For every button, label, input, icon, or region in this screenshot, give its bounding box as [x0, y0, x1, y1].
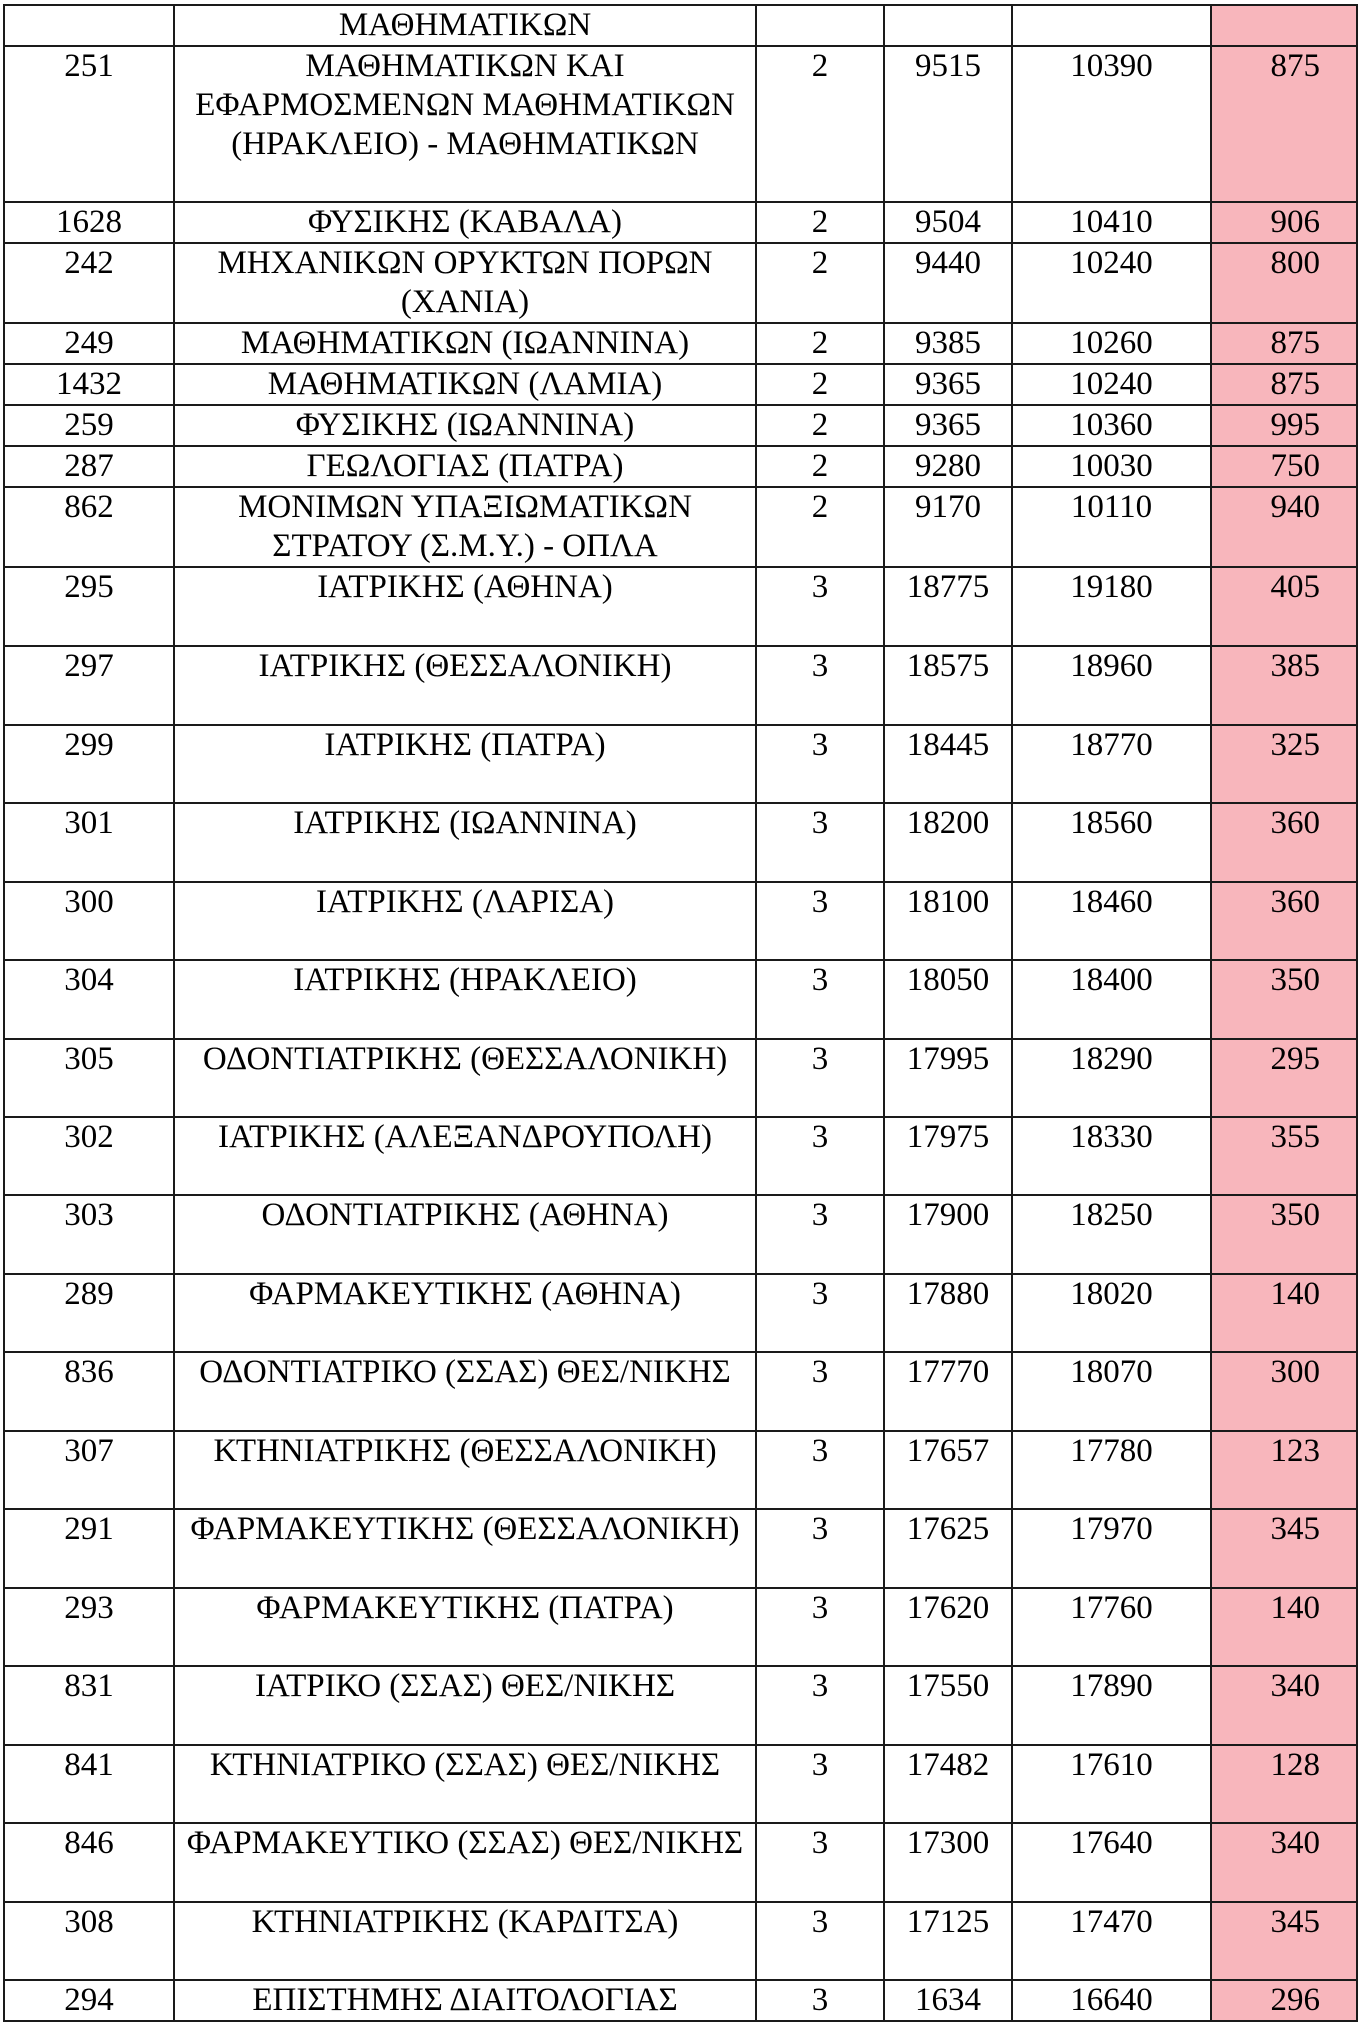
new-score-cell: 18330	[1012, 1117, 1211, 1195]
table-row	[4, 1588, 1357, 1666]
field-group-cell: 3	[756, 1588, 884, 1666]
table-row	[4, 202, 1357, 243]
table-row	[4, 1352, 1357, 1431]
previous-score-cell: 18200	[884, 803, 1012, 882]
department-name-cell: ΜΟΝΙΜΩΝ ΥΠΑΞΙΩΜΑΤΙΚΩΝ ΣΤΡΑΤΟΥ (Σ.Μ.Υ.) - ΟΠΛΑ	[174, 487, 756, 567]
new-score-cell: 19180	[1012, 567, 1211, 646]
table-row	[4, 1980, 1357, 2021]
code-cell: 305	[4, 1039, 174, 1117]
code-cell: 242	[4, 243, 174, 323]
difference-cell: 995	[1211, 405, 1357, 446]
table-row	[4, 487, 1357, 567]
new-score-cell: 17640	[1012, 1823, 1211, 1902]
previous-score-cell: 9365	[884, 364, 1012, 405]
previous-score-cell: 9385	[884, 323, 1012, 364]
previous-score-cell: 17975	[884, 1117, 1012, 1195]
table-row	[4, 5, 1357, 46]
new-score-cell: 17890	[1012, 1666, 1211, 1745]
department-name-cell: ΦΑΡΜΑΚΕΥΤΙΚΗΣ (ΘΕΣΣΑΛΟΝΙΚΗ)	[174, 1509, 756, 1588]
previous-score-cell: 9280	[884, 446, 1012, 487]
previous-score-cell: 1634	[884, 1980, 1012, 2021]
code-cell: 302	[4, 1117, 174, 1195]
previous-score-cell: 17125	[884, 1902, 1012, 1980]
previous-score-cell: 17900	[884, 1195, 1012, 1274]
field-group-cell: 2	[756, 446, 884, 487]
new-score-cell	[1012, 5, 1211, 46]
department-name-cell: ΟΔΟΝΤΙΑΤΡΙΚΗΣ (ΘΕΣΣΑΛΟΝΙΚΗ)	[174, 1039, 756, 1117]
new-score-cell: 17470	[1012, 1902, 1211, 1980]
new-score-cell: 10260	[1012, 323, 1211, 364]
table-row	[4, 803, 1357, 882]
new-score-cell: 18770	[1012, 725, 1211, 803]
code-cell	[4, 5, 174, 46]
field-group-cell: 3	[756, 1509, 884, 1588]
difference-cell: 350	[1211, 960, 1357, 1039]
code-cell: 304	[4, 960, 174, 1039]
department-name-cell: ΙΑΤΡΙΚΗΣ (ΠΑΤΡΑ)	[174, 725, 756, 803]
field-group-cell	[756, 5, 884, 46]
difference-cell: 875	[1211, 323, 1357, 364]
code-cell: 1432	[4, 364, 174, 405]
previous-score-cell: 9504	[884, 202, 1012, 243]
code-cell: 249	[4, 323, 174, 364]
table-row	[4, 323, 1357, 364]
department-name-cell: ΙΑΤΡΙΚΗΣ (ΛΑΡΙΣΑ)	[174, 882, 756, 960]
previous-score-cell: 17880	[884, 1274, 1012, 1352]
field-group-cell: 3	[756, 1666, 884, 1745]
difference-cell: 300	[1211, 1352, 1357, 1431]
department-name-cell: ΙΑΤΡΙΚΗΣ (ΑΘΗΝΑ)	[174, 567, 756, 646]
table-row	[4, 646, 1357, 725]
new-score-cell: 18290	[1012, 1039, 1211, 1117]
code-cell: 293	[4, 1588, 174, 1666]
new-score-cell: 17780	[1012, 1431, 1211, 1509]
table-row	[4, 405, 1357, 446]
new-score-cell: 17610	[1012, 1745, 1211, 1823]
new-score-cell: 10110	[1012, 487, 1211, 567]
code-cell: 836	[4, 1352, 174, 1431]
code-cell: 307	[4, 1431, 174, 1509]
department-name-cell: ΚΤΗΝΙΑΤΡΙΚΗΣ (ΘΕΣΣΑΛΟΝΙΚΗ)	[174, 1431, 756, 1509]
difference-cell	[1211, 5, 1357, 46]
department-name-cell: ΦΥΣΙΚΗΣ (ΚΑΒΑΛΑ)	[174, 202, 756, 243]
field-group-cell: 3	[756, 1823, 884, 1902]
department-name-cell: ΙΑΤΡΙΚΗΣ (ΙΩΑΝΝΙΝΑ)	[174, 803, 756, 882]
previous-score-cell: 9515	[884, 46, 1012, 202]
field-group-cell: 2	[756, 487, 884, 567]
field-group-cell: 3	[756, 1352, 884, 1431]
difference-cell: 350	[1211, 1195, 1357, 1274]
new-score-cell: 10410	[1012, 202, 1211, 243]
previous-score-cell: 9440	[884, 243, 1012, 323]
difference-cell: 340	[1211, 1823, 1357, 1902]
previous-score-cell: 17657	[884, 1431, 1012, 1509]
code-cell: 846	[4, 1823, 174, 1902]
field-group-cell: 3	[756, 1980, 884, 2021]
field-group-cell: 2	[756, 323, 884, 364]
previous-score-cell: 17300	[884, 1823, 1012, 1902]
previous-score-cell: 18775	[884, 567, 1012, 646]
code-cell: 297	[4, 646, 174, 725]
field-group-cell: 3	[756, 1274, 884, 1352]
new-score-cell: 18070	[1012, 1352, 1211, 1431]
new-score-cell: 10240	[1012, 364, 1211, 405]
previous-score-cell: 17625	[884, 1509, 1012, 1588]
difference-cell: 906	[1211, 202, 1357, 243]
department-name-cell: ΜΑΘΗΜΑΤΙΚΩΝ (ΛΑΜΙΑ)	[174, 364, 756, 405]
new-score-cell: 17760	[1012, 1588, 1211, 1666]
table-row	[4, 46, 1357, 202]
difference-cell: 140	[1211, 1274, 1357, 1352]
new-score-cell: 18020	[1012, 1274, 1211, 1352]
department-name-cell: ΦΑΡΜΑΚΕΥΤΙΚΗΣ (ΑΘΗΝΑ)	[174, 1274, 756, 1352]
code-cell: 1628	[4, 202, 174, 243]
table-row	[4, 1039, 1357, 1117]
difference-cell: 128	[1211, 1745, 1357, 1823]
table-row	[4, 364, 1357, 405]
department-name-cell: ΦΥΣΙΚΗΣ (ΙΩΑΝΝΙΝΑ)	[174, 405, 756, 446]
difference-cell: 750	[1211, 446, 1357, 487]
difference-cell: 385	[1211, 646, 1357, 725]
new-score-cell: 17970	[1012, 1509, 1211, 1588]
code-cell: 299	[4, 725, 174, 803]
table-row	[4, 1274, 1357, 1352]
table-row	[4, 1823, 1357, 1902]
code-cell: 862	[4, 487, 174, 567]
department-name-cell: ΓΕΩΛΟΓΙΑΣ (ΠΑΤΡΑ)	[174, 446, 756, 487]
field-group-cell: 2	[756, 405, 884, 446]
field-group-cell: 2	[756, 243, 884, 323]
difference-cell: 405	[1211, 567, 1357, 646]
field-group-cell: 3	[756, 1902, 884, 1980]
department-name-cell: ΚΤΗΝΙΑΤΡΙΚΟ (ΣΣΑΣ) ΘΕΣ/ΝΙΚΗΣ	[174, 1745, 756, 1823]
previous-score-cell: 9365	[884, 405, 1012, 446]
table-row	[4, 1431, 1357, 1509]
previous-score-cell: 18445	[884, 725, 1012, 803]
field-group-cell: 3	[756, 567, 884, 646]
code-cell: 294	[4, 1980, 174, 2021]
new-score-cell: 10360	[1012, 405, 1211, 446]
department-name-cell: ΚΤΗΝΙΑΤΡΙΚΗΣ (ΚΑΡΔΙΤΣΑ)	[174, 1902, 756, 1980]
field-group-cell: 3	[756, 1195, 884, 1274]
field-group-cell: 3	[756, 1745, 884, 1823]
code-cell: 831	[4, 1666, 174, 1745]
previous-score-cell: 17620	[884, 1588, 1012, 1666]
new-score-cell: 18960	[1012, 646, 1211, 725]
field-group-cell: 2	[756, 46, 884, 202]
difference-cell: 123	[1211, 1431, 1357, 1509]
department-name-cell: ΜΑΘΗΜΑΤΙΚΩΝ ΚΑΙ ΕΦΑΡΜΟΣΜΕΝΩΝ ΜΑΘΗΜΑΤΙΚΩΝ (ΗΡΑΚΛΕΙΟ) - ΜΑΘΗΜΑΤΙΚΩΝ	[174, 46, 756, 202]
difference-cell: 360	[1211, 882, 1357, 960]
department-name-cell: ΙΑΤΡΙΚΗΣ (ΘΕΣΣΑΛΟΝΙΚΗ)	[174, 646, 756, 725]
department-name-cell: ΜΑΘΗΜΑΤΙΚΩΝ	[174, 5, 756, 46]
table-row	[4, 882, 1357, 960]
field-group-cell: 3	[756, 960, 884, 1039]
table-row	[4, 1666, 1357, 1745]
table-row	[4, 725, 1357, 803]
difference-cell: 800	[1211, 243, 1357, 323]
department-name-cell: ΟΔΟΝΤΙΑΤΡΙΚΟ (ΣΣΑΣ) ΘΕΣ/ΝΙΚΗΣ	[174, 1352, 756, 1431]
table-row	[4, 960, 1357, 1039]
department-name-cell: ΜΑΘΗΜΑΤΙΚΩΝ (ΙΩΑΝΝΙΝΑ)	[174, 323, 756, 364]
new-score-cell: 18460	[1012, 882, 1211, 960]
table-row	[4, 446, 1357, 487]
new-score-cell: 10240	[1012, 243, 1211, 323]
department-name-cell: ΦΑΡΜΑΚΕΥΤΙΚΗΣ (ΠΑΤΡΑ)	[174, 1588, 756, 1666]
difference-cell: 140	[1211, 1588, 1357, 1666]
code-cell: 300	[4, 882, 174, 960]
difference-cell: 360	[1211, 803, 1357, 882]
field-group-cell: 3	[756, 1039, 884, 1117]
previous-score-cell: 17770	[884, 1352, 1012, 1431]
previous-score-cell: 18575	[884, 646, 1012, 725]
code-cell: 259	[4, 405, 174, 446]
difference-cell: 875	[1211, 46, 1357, 202]
table-row	[4, 1902, 1357, 1980]
previous-score-cell: 18050	[884, 960, 1012, 1039]
code-cell: 295	[4, 567, 174, 646]
code-cell: 287	[4, 446, 174, 487]
new-score-cell: 18400	[1012, 960, 1211, 1039]
difference-cell: 345	[1211, 1902, 1357, 1980]
difference-cell: 355	[1211, 1117, 1357, 1195]
department-name-cell: ΦΑΡΜΑΚΕΥΤΙΚΟ (ΣΣΑΣ) ΘΕΣ/ΝΙΚΗΣ	[174, 1823, 756, 1902]
difference-cell: 295	[1211, 1039, 1357, 1117]
field-group-cell: 3	[756, 882, 884, 960]
field-group-cell: 2	[756, 364, 884, 405]
admissions-table	[3, 4, 1358, 2022]
new-score-cell: 10030	[1012, 446, 1211, 487]
table-row	[4, 1195, 1357, 1274]
table-row	[4, 567, 1357, 646]
previous-score-cell	[884, 5, 1012, 46]
previous-score-cell: 17995	[884, 1039, 1012, 1117]
table-row	[4, 1745, 1357, 1823]
field-group-cell: 3	[756, 725, 884, 803]
department-name-cell: ΙΑΤΡΙΚΗΣ (ΗΡΑΚΛΕΙΟ)	[174, 960, 756, 1039]
code-cell: 251	[4, 46, 174, 202]
field-group-cell: 2	[756, 202, 884, 243]
table-body	[4, 5, 1357, 2021]
new-score-cell: 10390	[1012, 46, 1211, 202]
difference-cell: 345	[1211, 1509, 1357, 1588]
department-name-cell: ΟΔΟΝΤΙΑΤΡΙΚΗΣ (ΑΘΗΝΑ)	[174, 1195, 756, 1274]
previous-score-cell: 18100	[884, 882, 1012, 960]
department-name-cell: ΜΗΧΑΝΙΚΩΝ ΟΡΥΚΤΩΝ ΠΟΡΩΝ (ΧΑΝΙΑ)	[174, 243, 756, 323]
table-row	[4, 243, 1357, 323]
difference-cell: 875	[1211, 364, 1357, 405]
department-name-cell: ΙΑΤΡΙΚΟ (ΣΣΑΣ) ΘΕΣ/ΝΙΚΗΣ	[174, 1666, 756, 1745]
field-group-cell: 3	[756, 646, 884, 725]
field-group-cell: 3	[756, 1431, 884, 1509]
previous-score-cell: 17482	[884, 1745, 1012, 1823]
department-name-cell: ΕΠΙΣΤΗΜΗΣ ΔΙΑΙΤΟΛΟΓΙΑΣ	[174, 1980, 756, 2021]
code-cell: 301	[4, 803, 174, 882]
table-row	[4, 1117, 1357, 1195]
code-cell: 308	[4, 1902, 174, 1980]
field-group-cell: 3	[756, 803, 884, 882]
difference-cell: 325	[1211, 725, 1357, 803]
table-row	[4, 1509, 1357, 1588]
new-score-cell: 18250	[1012, 1195, 1211, 1274]
previous-score-cell: 9170	[884, 487, 1012, 567]
field-group-cell: 3	[756, 1117, 884, 1195]
previous-score-cell: 17550	[884, 1666, 1012, 1745]
department-name-cell: ΙΑΤΡΙΚΗΣ (ΑΛΕΞΑΝΔΡΟΥΠΟΛΗ)	[174, 1117, 756, 1195]
difference-cell: 940	[1211, 487, 1357, 567]
code-cell: 303	[4, 1195, 174, 1274]
code-cell: 291	[4, 1509, 174, 1588]
code-cell: 841	[4, 1745, 174, 1823]
difference-cell: 340	[1211, 1666, 1357, 1745]
difference-cell: 296	[1211, 1980, 1357, 2021]
new-score-cell: 16640	[1012, 1980, 1211, 2021]
new-score-cell: 18560	[1012, 803, 1211, 882]
code-cell: 289	[4, 1274, 174, 1352]
